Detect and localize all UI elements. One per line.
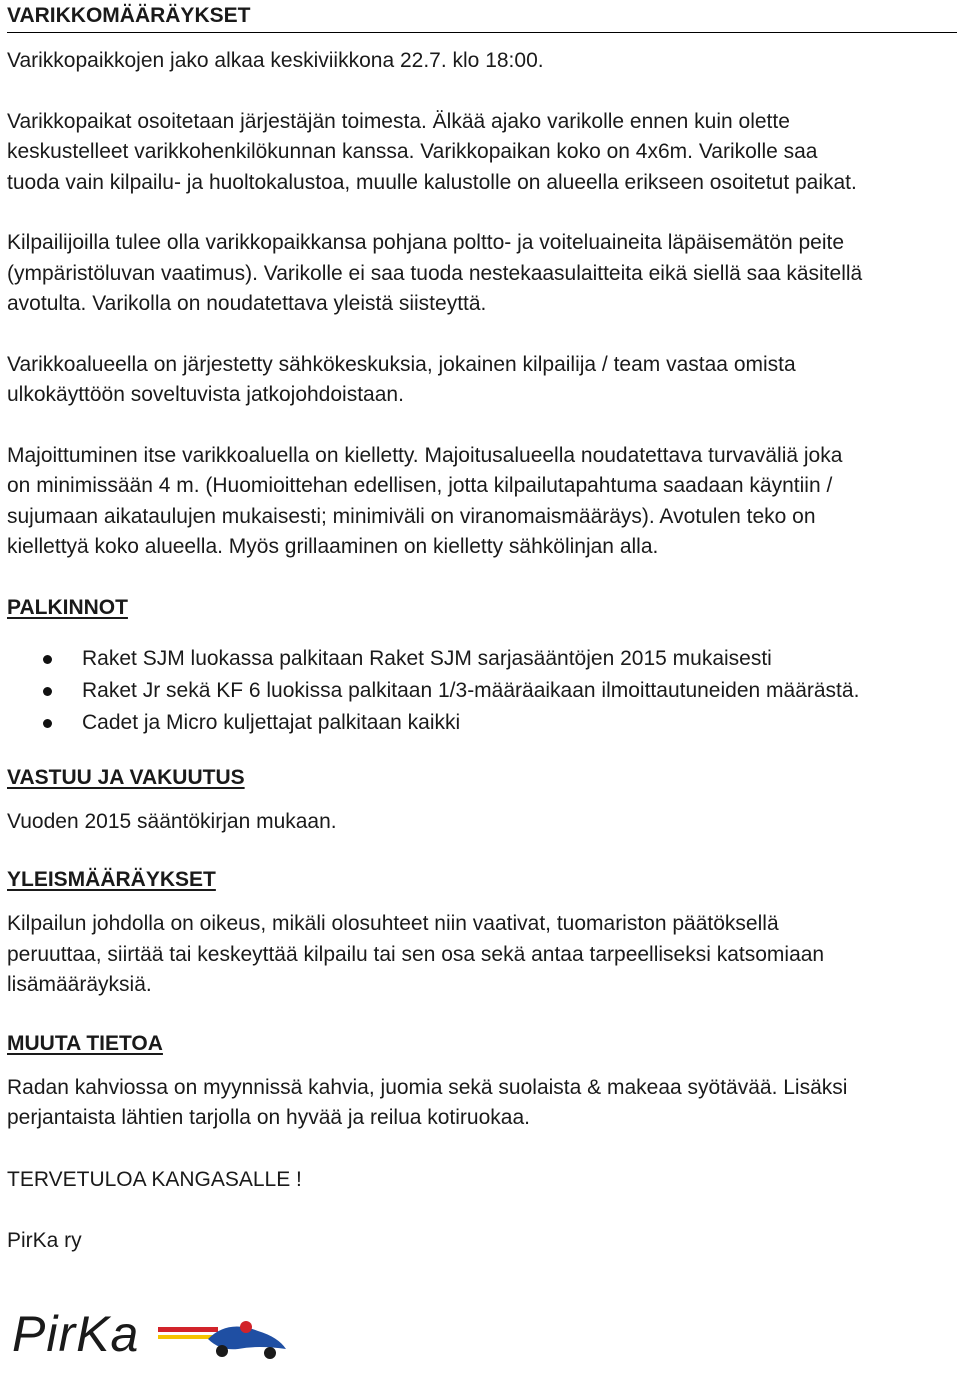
paragraph-pit-cover — [7, 228, 957, 320]
paragraph-liability: Vuoden 2015 sääntökirjan mukaan. — [7, 809, 337, 833]
logo-driver-helmet — [240, 1321, 252, 1333]
list-item-text: Raket Jr sekä KF 6 luokissa palkitaan 1/3-määräaikaan ilmoittautuneiden määrästä. — [82, 678, 860, 702]
text-line: perjantaista lähtien tarjolla on hyvää ja reilua kotiruokaa. — [7, 1106, 530, 1129]
list-item — [7, 643, 957, 675]
text-line: Kilpailijoilla tulee olla varikkopaikkansa pohjana poltto- ja voiteluaineita läpäisemätön peite — [7, 231, 845, 254]
heading-text: VASTUU JA VAKUUTUS — [7, 765, 245, 789]
text-line: sujumaan aikataulujen mukaisesti; minimiväli on viranomaismääräys). Avotulen teko on — [7, 504, 816, 528]
section-heading-liability — [7, 765, 957, 793]
text-line: (ympäristöluvan vaatimus). Varikolle ei saa tuoda nestekaasulaitteita eikä siellä saa käsitellä — [7, 261, 863, 285]
text-line: tuoda vain kilpailu- ja huoltokalustoa, muulle kalustolle on alueella erikseen osoitetut paikat. — [7, 170, 857, 194]
logo-wheel-rear — [264, 1347, 276, 1359]
bullet-icon — [43, 687, 52, 696]
paragraph-pit-electricity — [7, 350, 957, 411]
welcome-text: TERVETULOA KANGASALLE ! — [7, 1167, 302, 1191]
list-item-text: Raket SJM luokassa palkitaan Raket SJM sarjasääntöjen 2015 mukaisesti — [82, 646, 772, 670]
pirka-logo — [8, 1305, 293, 1361]
list-item-text: Cadet ja Micro kuljettajat palkitaan kaikki — [82, 710, 461, 734]
paragraph-other-info — [7, 1073, 957, 1134]
heading-text: MUUTA TIETOA — [7, 1031, 163, 1055]
text-line: Radan kahviossa on myynnissä kahvia, juomia sekä suolaista & makeaa syötävää. Lisäksi — [7, 1075, 848, 1099]
text-line: kiellettyä koko alueella. Myös grillaaminen on kielletty sähkölinjan alla. — [7, 535, 659, 558]
section-heading-prizes — [7, 595, 957, 623]
heading-text: YLEISMÄÄRÄYKSET — [7, 868, 216, 891]
paragraph-pit-accommodation — [7, 441, 957, 563]
text-line: peruuttaa, siirtää tai keskeyttää kilpailu tai sen osa sekä antaa tarpeelliseksi katsomiaan — [7, 942, 825, 966]
section-heading-general — [7, 867, 957, 895]
document-page — [7, 0, 957, 1257]
bullet-icon — [43, 719, 52, 728]
text-line: Majoittuminen itse varikkoaluella on kielletty. Majoitusalueella noudatettava turvaväliä joka — [7, 443, 843, 467]
pirka-logo-graphic — [8, 1305, 293, 1361]
text-line: Varikkopaikat osoitetaan järjestäjän toimesta. Älkää ajako varikolle ennen kuin olette — [7, 109, 790, 133]
text-line: Kilpailun johdolla on oikeus, mikäli olosuhteet niin vaativat, tuomariston päätöksellä — [7, 912, 779, 935]
text-line: keskustelleet varikkohenkilökunnan kanssa. Varikkopaikan koko on 4x6m. Varikolle saa — [7, 140, 818, 163]
logo-wheel-front — [216, 1345, 228, 1357]
prize-list — [7, 643, 957, 739]
section-heading-pit-rules: VARIKKOMÄÄRÄYKSET — [7, 3, 957, 33]
paragraph-pit-assignment — [7, 107, 957, 199]
text-line: Varikkoalueella on järjestetty sähkökeskuksia, jokainen kilpailija / team vastaa omista — [7, 352, 796, 376]
section-heading-other-info — [7, 1031, 957, 1059]
paragraph-general — [7, 909, 957, 1001]
list-item — [7, 707, 957, 739]
logo-text: PirKa — [12, 1306, 140, 1361]
heading-text: PALKINNOT — [7, 595, 128, 619]
signature-text: PirKa ry — [7, 1229, 82, 1252]
text-line: ulkokäyttöön soveltuvista jatkojohdoistaan. — [7, 383, 404, 406]
text-line: on minimissään 4 m. (Huomioittehan edellisen, jotta kilpailutapahtuma saadaan käyntiin / — [7, 474, 833, 497]
text-line: lisämääräyksiä. — [7, 973, 152, 996]
logo-stripe-red — [158, 1327, 218, 1332]
paragraph-pit-allocation: Varikkopaikkojen jako alkaa keskiviikkona 22.7. klo 18:00. — [7, 49, 544, 72]
list-item — [7, 675, 957, 707]
bullet-icon — [43, 655, 52, 664]
text-line: avotulta. Varikolla on noudatettava yleistä siisteyttä. — [7, 292, 487, 315]
